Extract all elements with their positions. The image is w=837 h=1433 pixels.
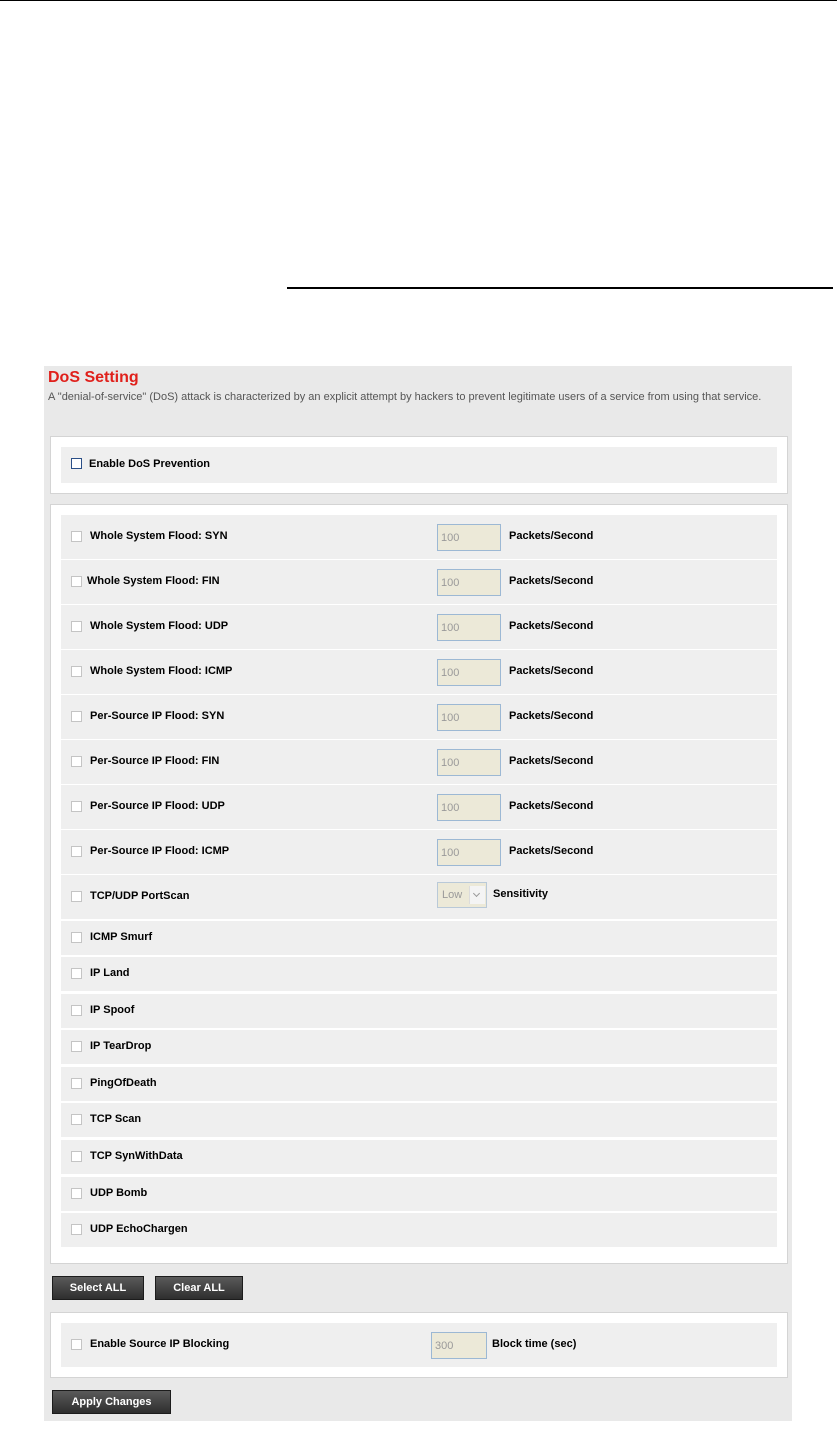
rate-unit-label: Packets/Second <box>509 800 594 812</box>
option-row <box>61 1213 777 1247</box>
page-title: DoS Setting <box>48 369 139 386</box>
enable-dos-label: Enable DoS Prevention <box>89 458 211 470</box>
rate-unit-label: Packets/Second <box>509 665 594 677</box>
option-row <box>61 740 777 784</box>
option-label: Whole System Flood: UDP <box>90 620 229 632</box>
enable-dos-row <box>61 447 777 483</box>
option-label: Per-Source IP Flood: UDP <box>90 800 225 812</box>
option-row <box>61 515 777 559</box>
block-time-label: Block time (sec) <box>492 1338 577 1350</box>
option-row <box>61 1067 777 1101</box>
option-row <box>61 830 777 874</box>
option-row <box>61 560 777 604</box>
rate-input[interactable] <box>437 704 501 731</box>
option-checkbox[interactable] <box>71 1114 82 1125</box>
option-checkbox[interactable] <box>71 1224 82 1235</box>
option-label: Per-Source IP Flood: ICMP <box>90 845 230 857</box>
option-checkbox[interactable] <box>71 1078 82 1089</box>
source-ip-blocking-label: Enable Source IP Blocking <box>90 1338 230 1350</box>
rate-input[interactable] <box>437 659 501 686</box>
option-row <box>61 1030 777 1064</box>
clear-all-button[interactable]: Clear ALL <box>155 1276 243 1300</box>
rate-unit-label: Packets/Second <box>509 530 594 542</box>
rate-input[interactable] <box>437 749 501 776</box>
option-label: UDP Bomb <box>90 1187 148 1199</box>
chevron-down-icon <box>469 886 485 904</box>
apply-changes-button[interactable]: Apply Changes <box>52 1390 171 1414</box>
option-checkbox[interactable] <box>71 932 82 943</box>
option-checkbox[interactable] <box>71 531 82 542</box>
rate-input[interactable] <box>437 524 501 551</box>
page-description: A "denial-of-service" (DoS) attack is characterized by an explicit attempt by hackers to prevent legitimate users of a service from using that service. <box>48 391 762 403</box>
top-divider <box>0 0 837 1</box>
enable-dos-checkbox[interactable] <box>71 458 82 469</box>
dos-setting-panel <box>44 366 792 1421</box>
option-checkbox[interactable] <box>71 666 82 677</box>
option-checkbox[interactable] <box>71 1041 82 1052</box>
rate-unit-label: Packets/Second <box>509 845 594 857</box>
option-label: PingOfDeath <box>90 1077 157 1089</box>
rate-input[interactable] <box>437 794 501 821</box>
option-label: IP Spoof <box>90 1004 135 1016</box>
option-label: Per-Source IP Flood: FIN <box>90 755 220 767</box>
option-checkbox[interactable] <box>71 756 82 767</box>
option-label: UDP EchoChargen <box>90 1223 188 1235</box>
option-checkbox[interactable] <box>71 1005 82 1016</box>
option-row <box>61 650 777 694</box>
sensitivity-select[interactable] <box>437 882 487 908</box>
rate-unit-label: Packets/Second <box>509 575 594 587</box>
option-row <box>61 1177 777 1211</box>
source-ip-blocking-checkbox[interactable] <box>71 1339 82 1350</box>
option-row <box>61 695 777 739</box>
option-label: Whole System Flood: ICMP <box>90 665 233 677</box>
section-divider <box>287 287 833 289</box>
dos-options-box <box>50 504 788 1264</box>
option-row <box>61 994 777 1028</box>
option-checkbox[interactable] <box>71 801 82 812</box>
rate-unit-label: Packets/Second <box>509 755 594 767</box>
option-row <box>61 1140 777 1174</box>
blocking-row <box>61 1323 777 1367</box>
select-all-button[interactable]: Select ALL <box>52 1276 144 1300</box>
rate-input[interactable] <box>437 839 501 866</box>
option-checkbox[interactable] <box>71 846 82 857</box>
option-checkbox[interactable] <box>71 1188 82 1199</box>
option-label: Whole System Flood: SYN <box>90 530 228 542</box>
option-label: IP Land <box>90 967 130 979</box>
option-label: Whole System Flood: FIN <box>87 575 220 587</box>
enable-dos-box <box>50 436 788 494</box>
option-checkbox[interactable] <box>71 968 82 979</box>
option-row <box>61 921 777 955</box>
rate-input[interactable] <box>437 614 501 641</box>
option-checkbox[interactable] <box>71 621 82 632</box>
option-row <box>61 1103 777 1137</box>
option-label: TCP SynWithData <box>90 1150 183 1162</box>
rate-unit-label: Packets/Second <box>509 620 594 632</box>
option-label: IP TearDrop <box>90 1040 152 1052</box>
block-time-input[interactable] <box>431 1332 487 1359</box>
portscan-label: TCP/UDP PortScan <box>90 890 190 902</box>
option-row <box>61 605 777 649</box>
portscan-checkbox[interactable] <box>71 891 82 902</box>
option-label: TCP Scan <box>90 1113 142 1125</box>
option-checkbox[interactable] <box>71 1151 82 1162</box>
option-row <box>61 957 777 991</box>
rate-input[interactable] <box>437 569 501 596</box>
option-label: Per-Source IP Flood: SYN <box>90 710 225 722</box>
option-label: ICMP Smurf <box>90 931 153 943</box>
blocking-box <box>50 1312 788 1378</box>
portscan-row <box>61 875 777 919</box>
sensitivity-selected-value: Low <box>442 889 463 901</box>
option-row <box>61 785 777 829</box>
option-checkbox[interactable] <box>71 576 82 587</box>
option-checkbox[interactable] <box>71 711 82 722</box>
sensitivity-label: Sensitivity <box>493 888 549 900</box>
rate-unit-label: Packets/Second <box>509 710 594 722</box>
